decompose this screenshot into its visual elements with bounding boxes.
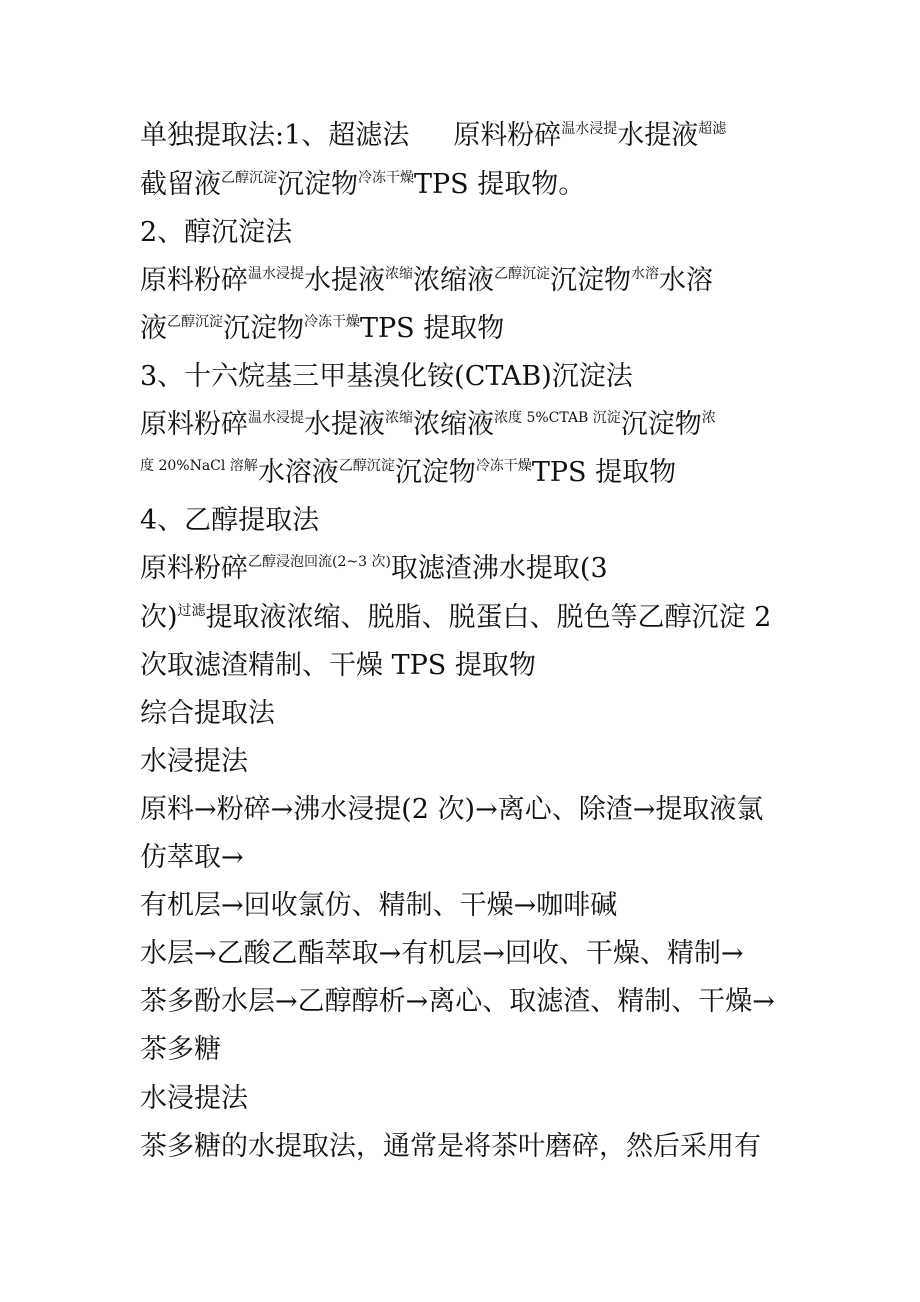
body-paragraph: 茶多糖的水提取法，通常是将茶叶磨碎，然后采用有 [140, 1131, 761, 1162]
process-annotation: 乙醇沉淀 [494, 266, 550, 282]
method-2-heading: 2、醇沉淀法 [140, 217, 293, 248]
process-annotation: 温水浸提 [248, 266, 304, 282]
text-segment: 水溶液 [257, 457, 339, 488]
text-segment: TPS 提取物。 [414, 169, 586, 200]
text-segment: 水提液 [617, 120, 699, 151]
text-segment: 沉淀物 [620, 409, 702, 440]
process-annotation: 水溶 [631, 266, 659, 282]
water-extraction-heading-2: 水浸提法 [140, 1083, 248, 1114]
method-1-ultrafiltration-line-2 [140, 168, 790, 202]
text-segment: 原料粉碎 [140, 409, 248, 440]
text-segment: 沉淀物 [550, 265, 631, 296]
text-segment: 原料粉碎 [140, 265, 248, 296]
flow-line-4: 水层→乙酸乙酯萃取→有机层→回收、干燥、精制→ [140, 938, 744, 969]
text-segment: 截留液 [140, 169, 221, 200]
process-annotation: 超滤 [698, 121, 727, 137]
text-segment: 沉淀物 [223, 313, 304, 344]
text-segment: TPS 提取物 [360, 313, 505, 344]
text-segment: 液 [140, 313, 167, 344]
text-segment: 原料粉碎 [140, 553, 248, 584]
text-segment: TPS 提取物 [531, 457, 677, 488]
process-annotation: 冷冻干燥 [475, 458, 532, 474]
method-2-line-2 [140, 312, 790, 346]
method-1-ultrafiltration-line-1 [140, 119, 790, 153]
method-4-heading: 4、乙醇提取法 [140, 505, 320, 536]
method-3-line-2 [140, 456, 790, 490]
process-annotation: 温水浸提 [248, 410, 304, 426]
method-2-line-1 [140, 264, 790, 298]
method-3-line-1 [140, 408, 790, 442]
text-segment: 沉淀物 [277, 169, 358, 200]
process-annotation: 浓缩 [385, 410, 413, 426]
flow-line-2: 仿萃取→ [140, 842, 244, 873]
text-segment: 浓缩液 [413, 265, 494, 296]
method-4-line-2 [140, 601, 790, 635]
process-annotation: 浓缩 [385, 266, 413, 282]
flow-line-6: 茶多糖 [140, 1034, 221, 1065]
process-annotation: 冷冻干燥 [358, 170, 414, 186]
process-annotation: 浓度 5%CTAB 沉淀 [494, 410, 621, 426]
process-annotation: 浓 [701, 410, 716, 426]
process-annotation: 温水浸提 [561, 121, 618, 137]
text-segment: 沉淀物 [394, 457, 476, 488]
text-segment: 水提液 [304, 265, 385, 296]
process-annotation: 乙醇浸泡回流(2~3 次) [248, 554, 391, 570]
flow-line-1: 原料→粉碎→沸水浸提(2 次)→离心、除渣→提取液氯 [140, 794, 764, 825]
text-segment: 提取液浓缩、脱脂、脱蛋白、脱色等乙醇沉淀 2 [205, 602, 772, 633]
method-4-line-1 [140, 552, 790, 586]
text-segment: 取滤渣沸水提取(3 [390, 553, 608, 584]
text-segment: 水溶 [659, 265, 713, 296]
water-extraction-heading: 水浸提法 [140, 746, 248, 777]
process-annotation: 冷冻干燥 [304, 314, 360, 330]
text-segment: 原料粉碎 [453, 120, 562, 151]
method-3-heading: 3、十六烷基三甲基溴化铵(CTAB)沉淀法 [140, 361, 633, 392]
method-4-line-3: 次取滤渣精制、干燥 TPS 提取物 [140, 650, 536, 681]
text-segment: 水提液 [304, 409, 385, 440]
text-segment: 浓缩液 [413, 409, 494, 440]
process-annotation: 乙醇沉淀 [221, 170, 277, 186]
process-annotation: 度 20%NaCl 溶解 [140, 458, 258, 474]
text-segment: 次) [140, 602, 178, 633]
process-annotation: 乙醇沉淀 [167, 314, 223, 330]
process-annotation: 过滤 [177, 603, 206, 619]
text-segment: 单独提取法:1、超滤法 [140, 120, 410, 151]
combined-method-heading: 综合提取法 [140, 698, 275, 729]
process-annotation: 乙醇沉淀 [338, 458, 395, 474]
flow-line-5: 茶多酚水层→乙醇醇析→离心、取滤渣、精制、干燥→ [140, 986, 775, 1017]
flow-line-3: 有机层→回收氯仿、精制、干燥→咖啡碱 [140, 890, 618, 921]
